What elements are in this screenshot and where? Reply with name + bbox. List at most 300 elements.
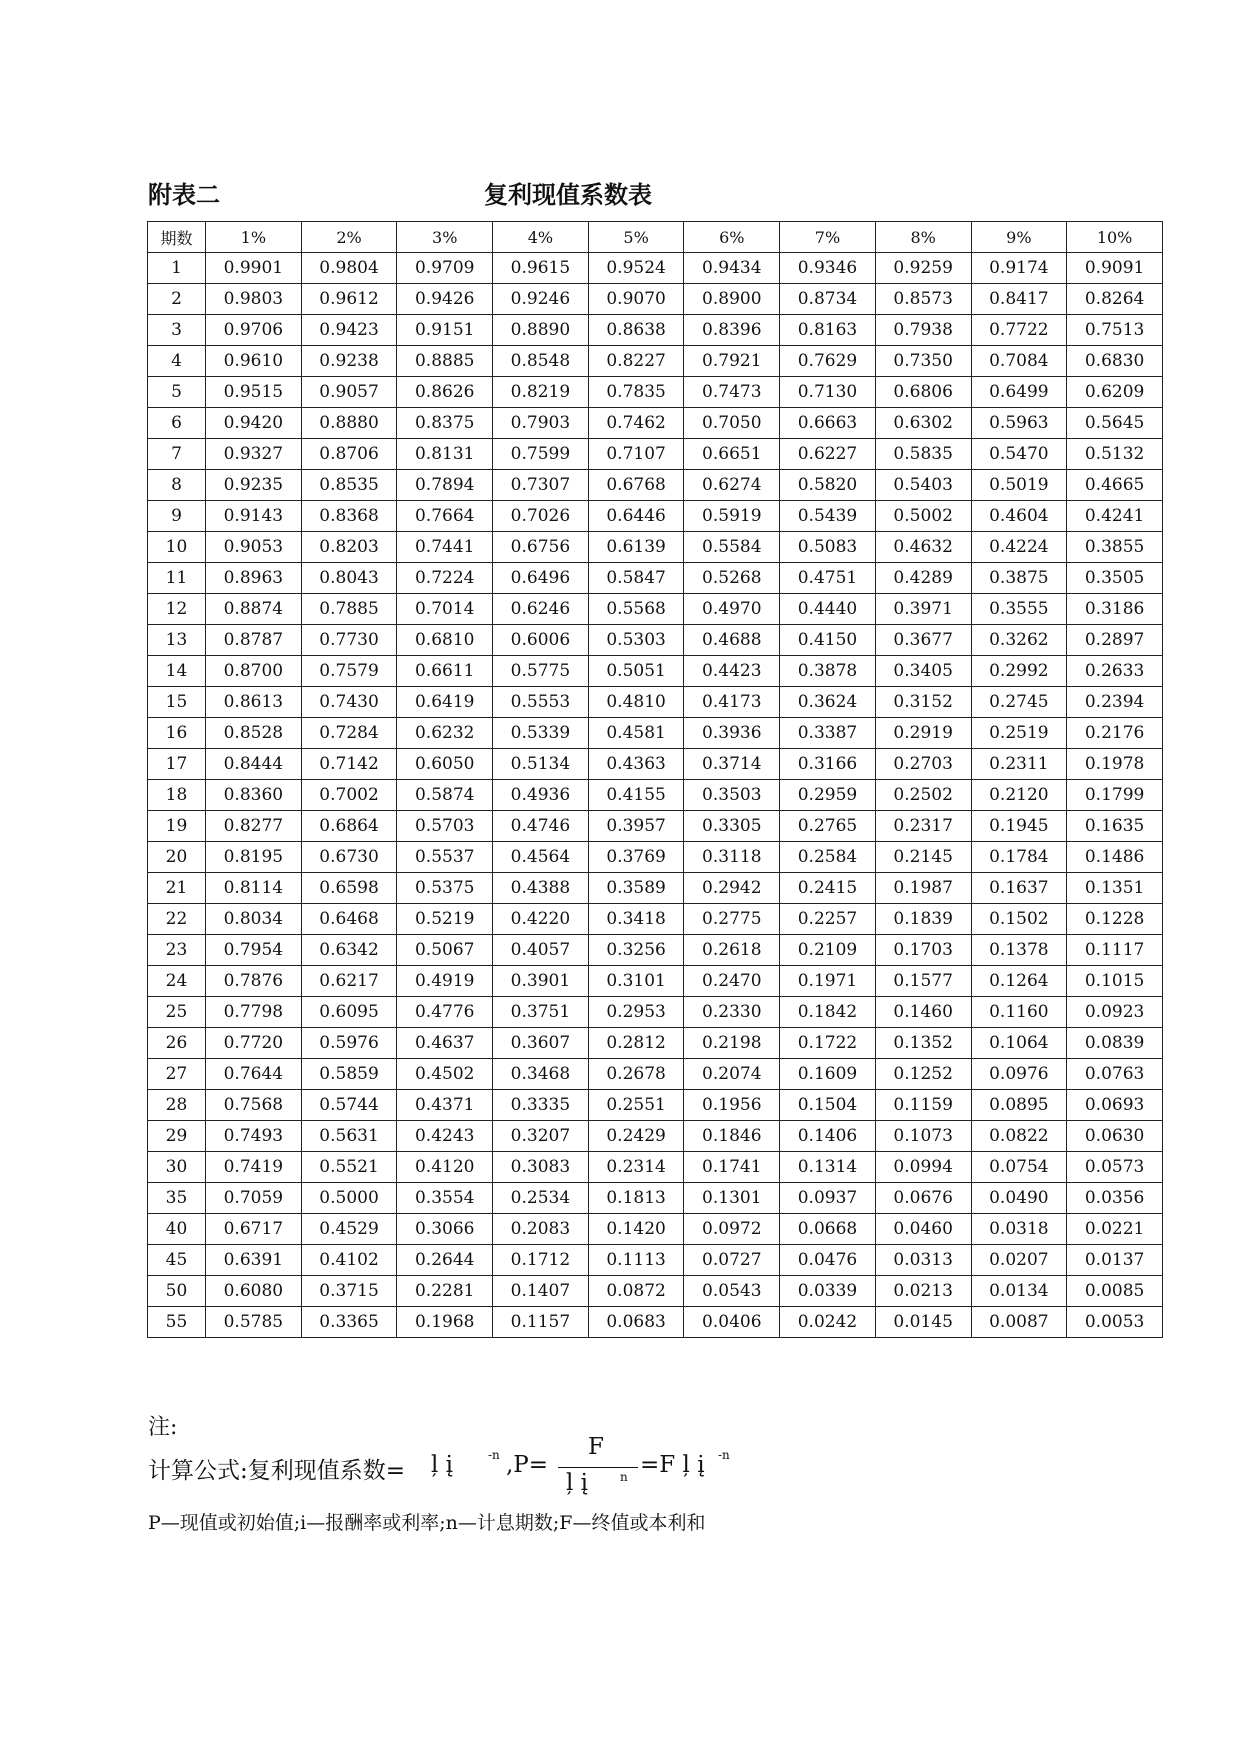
factor-cell: 0.0822 [971, 1121, 1067, 1152]
table-row [148, 408, 1163, 439]
factor-cell: 0.9235 [206, 470, 302, 501]
table-row [148, 1276, 1163, 1307]
factor-cell: 0.7441 [397, 532, 493, 563]
factor-cell: 0.5403 [875, 470, 971, 501]
fraction-numerator: F [588, 1434, 604, 1460]
factor-cell: 0.2765 [780, 811, 876, 842]
table-row [148, 1214, 1163, 1245]
period-cell: 7 [148, 439, 206, 470]
factor-cell: 0.7107 [588, 439, 684, 470]
table-row [148, 997, 1163, 1028]
factor-cell: 0.1157 [493, 1307, 589, 1338]
factor-cell: 0.5645 [1067, 408, 1163, 439]
factor-cell: 0.5775 [493, 656, 589, 687]
period-cell: 25 [148, 997, 206, 1028]
factor-cell: 0.4371 [397, 1090, 493, 1121]
factor-cell: 0.5067 [397, 935, 493, 966]
factor-cell: 0.8885 [397, 346, 493, 377]
factor-cell: 0.2633 [1067, 656, 1163, 687]
factor-cell: 0.6651 [684, 439, 780, 470]
factor-cell: 0.7014 [397, 594, 493, 625]
factor-cell: 0.9515 [206, 377, 302, 408]
factor-cell: 0.1486 [1067, 842, 1163, 873]
factor-cell: 0.5375 [397, 873, 493, 904]
factor-cell: 0.6006 [493, 625, 589, 656]
factor-cell: 0.7513 [1067, 315, 1163, 346]
factor-cell: 0.0134 [971, 1276, 1067, 1307]
factor-cell: 0.7921 [684, 346, 780, 377]
factor-cell: 0.1839 [875, 904, 971, 935]
factor-cell: 0.2644 [397, 1245, 493, 1276]
factor-cell: 0.4173 [684, 687, 780, 718]
factor-cell: 0.9070 [588, 284, 684, 315]
factor-cell: 0.7798 [206, 997, 302, 1028]
appendix-label: 附表二 [148, 181, 220, 209]
factor-cell: 0.4665 [1067, 470, 1163, 501]
period-cell: 11 [148, 563, 206, 594]
factor-cell: 0.1846 [684, 1121, 780, 1152]
column-header-rate: 4% [493, 222, 589, 253]
factor-cell: 0.2257 [780, 904, 876, 935]
factor-cell: 0.1228 [1067, 904, 1163, 935]
factor-cell: 0.1722 [780, 1028, 876, 1059]
factor-cell: 0.3607 [493, 1028, 589, 1059]
table-row [148, 780, 1163, 811]
table-row [148, 966, 1163, 997]
factor-cell: 0.9434 [684, 253, 780, 284]
factor-cell: 0.8195 [206, 842, 302, 873]
period-cell: 14 [148, 656, 206, 687]
factor-cell: 0.1504 [780, 1090, 876, 1121]
factor-cell: 0.2083 [493, 1214, 589, 1245]
factor-cell: 0.8613 [206, 687, 302, 718]
factor-cell: 0.7894 [397, 470, 493, 501]
factor-cell: 0.3555 [971, 594, 1067, 625]
factor-cell: 0.6499 [971, 377, 1067, 408]
factor-cell: 0.7885 [301, 594, 397, 625]
factor-cell: 0.1968 [397, 1307, 493, 1338]
factor-cell: 0.2415 [780, 873, 876, 904]
factor-cell: 0.4155 [588, 780, 684, 811]
factor-cell: 0.1609 [780, 1059, 876, 1090]
factor-cell: 0.3387 [780, 718, 876, 749]
factor-cell: 0.8787 [206, 625, 302, 656]
factor-cell: 0.7473 [684, 377, 780, 408]
period-cell: 6 [148, 408, 206, 439]
factor-cell: 0.8528 [206, 718, 302, 749]
factor-cell: 0.5847 [588, 563, 684, 594]
period-cell: 4 [148, 346, 206, 377]
factor-cell: 0.8900 [684, 284, 780, 315]
period-cell: 24 [148, 966, 206, 997]
period-cell: 28 [148, 1090, 206, 1121]
factor-cell: 0.7050 [684, 408, 780, 439]
factor-cell: 0.6768 [588, 470, 684, 501]
page-title: 复利现值系数表 [484, 181, 652, 209]
table-row [148, 749, 1163, 780]
factor-cell: 0.5019 [971, 470, 1067, 501]
factor-cell: 0.8706 [301, 439, 397, 470]
factor-cell: 0.5439 [780, 501, 876, 532]
factor-cell: 0.2584 [780, 842, 876, 873]
column-header-rate: 8% [875, 222, 971, 253]
factor-cell: 0.5470 [971, 439, 1067, 470]
factor-cell: 0.8034 [206, 904, 302, 935]
factor-cell: 0.3335 [493, 1090, 589, 1121]
period-cell: 40 [148, 1214, 206, 1245]
formula-base: ļ į [431, 1452, 454, 1478]
factor-cell: 0.4919 [397, 966, 493, 997]
factor-cell: 0.5919 [684, 501, 780, 532]
factor-cell: 0.7419 [206, 1152, 302, 1183]
formula [148, 1434, 948, 1510]
column-header-rate: 7% [780, 222, 876, 253]
factor-cell: 0.3624 [780, 687, 876, 718]
factor-cell: 0.0676 [875, 1183, 971, 1214]
factor-cell: 0.1064 [971, 1028, 1067, 1059]
table-row [148, 1028, 1163, 1059]
factor-cell: 0.0339 [780, 1276, 876, 1307]
factor-cell: 0.7430 [301, 687, 397, 718]
factor-cell: 0.7350 [875, 346, 971, 377]
formula-prefix: 计算公式:复利现值系数= [148, 1458, 406, 1484]
factor-cell: 0.3305 [684, 811, 780, 842]
factor-cell: 0.6217 [301, 966, 397, 997]
table-row [148, 718, 1163, 749]
factor-cell: 0.2176 [1067, 718, 1163, 749]
factor-cell: 0.0543 [684, 1276, 780, 1307]
factor-cell: 0.4746 [493, 811, 589, 842]
factor-cell: 0.3262 [971, 625, 1067, 656]
factor-cell: 0.4564 [493, 842, 589, 873]
factor-cell: 0.3166 [780, 749, 876, 780]
factor-cell: 0.6246 [493, 594, 589, 625]
factor-cell: 0.0053 [1067, 1307, 1163, 1338]
table-row [148, 1183, 1163, 1214]
factor-cell: 0.6050 [397, 749, 493, 780]
factor-cell: 0.1987 [875, 873, 971, 904]
factor-cell: 0.6830 [1067, 346, 1163, 377]
factor-cell: 0.8444 [206, 749, 302, 780]
factor-cell: 0.6095 [301, 997, 397, 1028]
factor-cell: 0.1784 [971, 842, 1067, 873]
factor-cell: 0.7579 [301, 656, 397, 687]
factor-cell: 0.0976 [971, 1059, 1067, 1090]
factor-cell: 0.7002 [301, 780, 397, 811]
factor-cell: 0.0872 [588, 1276, 684, 1307]
factor-cell: 0.4440 [780, 594, 876, 625]
factor-cell: 0.3677 [875, 625, 971, 656]
factor-cell: 0.0476 [780, 1245, 876, 1276]
factor-cell: 0.7835 [588, 377, 684, 408]
factor-cell: 0.4637 [397, 1028, 493, 1059]
factor-cell: 0.6232 [397, 718, 493, 749]
formula-tail: =F ļ į [640, 1452, 705, 1478]
table-header-row [148, 222, 1163, 253]
factor-cell: 0.4751 [780, 563, 876, 594]
factor-cell: 0.1978 [1067, 749, 1163, 780]
column-header-rate: 6% [684, 222, 780, 253]
factor-cell: 0.5631 [301, 1121, 397, 1152]
factor-cell: 0.7059 [206, 1183, 302, 1214]
period-cell: 17 [148, 749, 206, 780]
factor-cell: 0.3365 [301, 1307, 397, 1338]
factor-cell: 0.6342 [301, 935, 397, 966]
factor-cell: 0.9610 [206, 346, 302, 377]
factor-cell: 0.0356 [1067, 1183, 1163, 1214]
factor-cell: 0.8626 [397, 377, 493, 408]
factor-cell: 0.5002 [875, 501, 971, 532]
factor-cell: 0.3152 [875, 687, 971, 718]
factor-cell: 0.6717 [206, 1214, 302, 1245]
period-cell: 22 [148, 904, 206, 935]
period-cell: 16 [148, 718, 206, 749]
table-row [148, 935, 1163, 966]
factor-cell: 0.9709 [397, 253, 493, 284]
factor-cell: 0.7629 [780, 346, 876, 377]
table-row [148, 346, 1163, 377]
factor-cell: 0.2330 [684, 997, 780, 1028]
factor-cell: 0.5339 [493, 718, 589, 749]
factor-cell: 0.8573 [875, 284, 971, 315]
factor-cell: 0.3118 [684, 842, 780, 873]
table-row [148, 377, 1163, 408]
period-cell: 29 [148, 1121, 206, 1152]
factor-cell: 0.6080 [206, 1276, 302, 1307]
factor-cell: 0.7568 [206, 1090, 302, 1121]
factor-cell: 0.1117 [1067, 935, 1163, 966]
factor-cell: 0.5785 [206, 1307, 302, 1338]
period-cell: 1 [148, 253, 206, 284]
factor-cell: 0.8114 [206, 873, 302, 904]
factor-cell: 0.3855 [1067, 532, 1163, 563]
factor-cell: 0.3468 [493, 1059, 589, 1090]
factor-cell: 0.5820 [780, 470, 876, 501]
factor-cell: 0.8880 [301, 408, 397, 439]
period-cell: 8 [148, 470, 206, 501]
factor-cell: 0.3971 [875, 594, 971, 625]
factor-cell: 0.8219 [493, 377, 589, 408]
factor-cell: 0.6730 [301, 842, 397, 873]
factor-cell: 0.8163 [780, 315, 876, 346]
factor-cell: 0.4057 [493, 935, 589, 966]
column-header-rate: 3% [397, 222, 493, 253]
factor-cell: 0.3503 [684, 780, 780, 811]
factor-cell: 0.5584 [684, 532, 780, 563]
factor-cell: 0.5859 [301, 1059, 397, 1090]
factor-cell: 0.4224 [971, 532, 1067, 563]
factor-cell: 0.4604 [971, 501, 1067, 532]
factor-cell: 0.7224 [397, 563, 493, 594]
factor-cell: 0.1799 [1067, 780, 1163, 811]
factor-cell: 0.6864 [301, 811, 397, 842]
table-row [148, 253, 1163, 284]
table-row [148, 501, 1163, 532]
factor-cell: 0.6756 [493, 532, 589, 563]
table-row [148, 315, 1163, 346]
factor-cell: 0.6663 [780, 408, 876, 439]
factor-cell: 0.6496 [493, 563, 589, 594]
factor-cell: 0.4776 [397, 997, 493, 1028]
table-row [148, 1121, 1163, 1152]
factor-cell: 0.4150 [780, 625, 876, 656]
factor-cell: 0.7142 [301, 749, 397, 780]
factor-cell: 0.1351 [1067, 873, 1163, 904]
factor-cell: 0.0683 [588, 1307, 684, 1338]
factor-cell: 0.9706 [206, 315, 302, 346]
factor-cell: 0.8203 [301, 532, 397, 563]
factor-cell: 0.1460 [875, 997, 971, 1028]
period-cell: 50 [148, 1276, 206, 1307]
period-cell: 5 [148, 377, 206, 408]
factor-cell: 0.5134 [493, 749, 589, 780]
factor-cell: 0.9804 [301, 253, 397, 284]
period-cell: 55 [148, 1307, 206, 1338]
factor-cell: 0.3418 [588, 904, 684, 935]
period-cell: 23 [148, 935, 206, 966]
factor-cell: 0.0937 [780, 1183, 876, 1214]
period-cell: 15 [148, 687, 206, 718]
factor-cell: 0.7026 [493, 501, 589, 532]
factor-cell: 0.3714 [684, 749, 780, 780]
factor-cell: 0.1577 [875, 966, 971, 997]
factor-cell: 0.6468 [301, 904, 397, 935]
factor-cell: 0.1252 [875, 1059, 971, 1090]
factor-cell: 0.1073 [875, 1121, 971, 1152]
factor-cell: 0.9174 [971, 253, 1067, 284]
table-row [148, 1245, 1163, 1276]
factor-cell: 0.8277 [206, 811, 302, 842]
factor-cell: 0.5000 [301, 1183, 397, 1214]
column-header-period: 期数 [148, 222, 206, 253]
factor-cell: 0.7938 [875, 315, 971, 346]
factor-cell: 0.6209 [1067, 377, 1163, 408]
factor-cell: 0.0313 [875, 1245, 971, 1276]
factor-cell: 0.2120 [971, 780, 1067, 811]
factor-cell: 0.0994 [875, 1152, 971, 1183]
factor-cell: 0.5963 [971, 408, 1067, 439]
factor-cell: 0.6446 [588, 501, 684, 532]
period-cell: 13 [148, 625, 206, 656]
factor-cell: 0.2470 [684, 966, 780, 997]
factor-cell: 0.1813 [588, 1183, 684, 1214]
factor-cell: 0.0895 [971, 1090, 1067, 1121]
factor-cell: 0.7644 [206, 1059, 302, 1090]
factor-cell: 0.9091 [1067, 253, 1163, 284]
column-header-rate: 2% [301, 222, 397, 253]
factor-cell: 0.8368 [301, 501, 397, 532]
factor-cell: 0.2311 [971, 749, 1067, 780]
factor-cell: 0.0693 [1067, 1090, 1163, 1121]
factor-cell: 0.3769 [588, 842, 684, 873]
factor-cell: 0.8227 [588, 346, 684, 377]
factor-cell: 0.0087 [971, 1307, 1067, 1338]
table-row [148, 1059, 1163, 1090]
period-cell: 9 [148, 501, 206, 532]
factor-cell: 0.3207 [493, 1121, 589, 1152]
factor-cell: 0.3101 [588, 966, 684, 997]
table-row [148, 811, 1163, 842]
factor-cell: 0.8360 [206, 780, 302, 811]
factor-cell: 0.1945 [971, 811, 1067, 842]
factor-cell: 0.7730 [301, 625, 397, 656]
factor-cell: 0.4220 [493, 904, 589, 935]
factor-cell: 0.1113 [588, 1245, 684, 1276]
factor-cell: 0.0839 [1067, 1028, 1163, 1059]
factor-cell: 0.2953 [588, 997, 684, 1028]
factor-cell: 0.2897 [1067, 625, 1163, 656]
factor-cell: 0.5744 [301, 1090, 397, 1121]
factor-cell: 0.1160 [971, 997, 1067, 1028]
factor-cell: 0.9259 [875, 253, 971, 284]
factor-cell: 0.6810 [397, 625, 493, 656]
period-cell: 21 [148, 873, 206, 904]
factor-cell: 0.9615 [493, 253, 589, 284]
factor-cell: 0.3505 [1067, 563, 1163, 594]
period-cell: 12 [148, 594, 206, 625]
factor-cell: 0.5874 [397, 780, 493, 811]
factor-cell: 0.4241 [1067, 501, 1163, 532]
factor-cell: 0.7307 [493, 470, 589, 501]
factor-cell: 0.1015 [1067, 966, 1163, 997]
factor-cell: 0.9143 [206, 501, 302, 532]
factor-cell: 0.2745 [971, 687, 1067, 718]
factor-cell: 0.2678 [588, 1059, 684, 1090]
factor-cell: 0.8548 [493, 346, 589, 377]
factor-cell: 0.4289 [875, 563, 971, 594]
period-cell: 35 [148, 1183, 206, 1214]
factor-cell: 0.7493 [206, 1121, 302, 1152]
factor-cell: 0.0972 [684, 1214, 780, 1245]
factor-cell: 0.2109 [780, 935, 876, 966]
factor-cell: 0.4388 [493, 873, 589, 904]
fraction-exponent: n [620, 1470, 628, 1484]
column-header-rate: 9% [971, 222, 1067, 253]
factor-cell: 0.5083 [780, 532, 876, 563]
factor-cell: 0.6611 [397, 656, 493, 687]
table-row [148, 470, 1163, 501]
factor-cell: 0.0460 [875, 1214, 971, 1245]
column-header-rate: 1% [206, 222, 302, 253]
factor-cell: 0.7664 [397, 501, 493, 532]
factor-cell: 0.4529 [301, 1214, 397, 1245]
factor-cell: 0.5303 [588, 625, 684, 656]
factor-cell: 0.6139 [588, 532, 684, 563]
factor-cell: 0.0085 [1067, 1276, 1163, 1307]
factor-cell: 0.0137 [1067, 1245, 1163, 1276]
present-value-table [147, 221, 1163, 1338]
factor-cell: 0.7130 [780, 377, 876, 408]
factor-cell: 0.4243 [397, 1121, 493, 1152]
factor-cell: 0.0145 [875, 1307, 971, 1338]
factor-cell: 0.3589 [588, 873, 684, 904]
factor-cell: 0.5537 [397, 842, 493, 873]
factor-cell: 0.8396 [684, 315, 780, 346]
factor-cell: 0.7599 [493, 439, 589, 470]
factor-cell: 0.3875 [971, 563, 1067, 594]
factor-cell: 0.1703 [875, 935, 971, 966]
factor-cell: 0.0668 [780, 1214, 876, 1245]
factor-cell: 0.5568 [588, 594, 684, 625]
factor-cell: 0.4632 [875, 532, 971, 563]
table-row [148, 1090, 1163, 1121]
factor-cell: 0.2145 [875, 842, 971, 873]
factor-cell: 0.5835 [875, 439, 971, 470]
factor-cell: 0.7462 [588, 408, 684, 439]
factor-cell: 0.9803 [206, 284, 302, 315]
factor-cell: 0.0754 [971, 1152, 1067, 1183]
factor-cell: 0.2281 [397, 1276, 493, 1307]
